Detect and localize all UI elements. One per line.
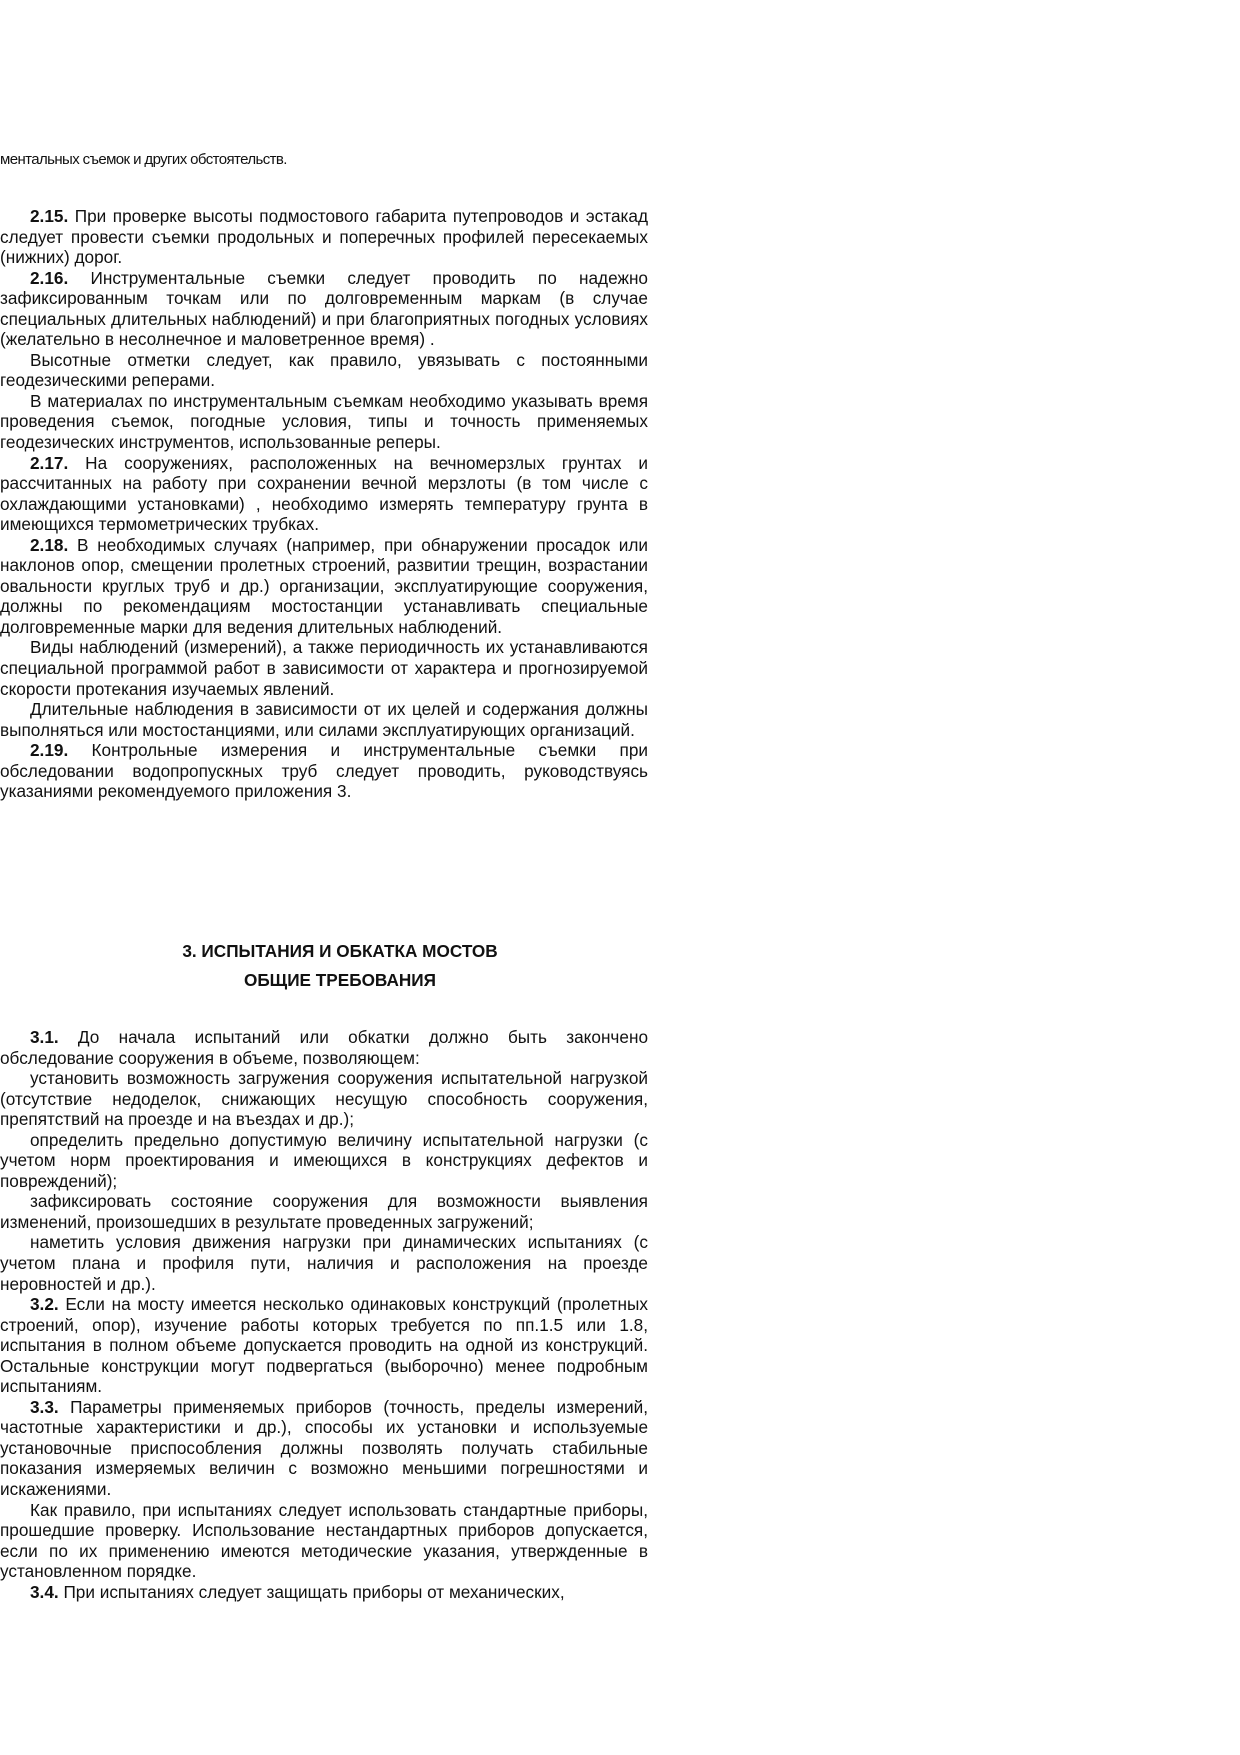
paragraph-2-18-a bbox=[0, 637, 648, 699]
paragraph-3-1-c bbox=[0, 1191, 648, 1232]
paragraph-text: При проверке высоты подмостового габарита путепроводов и эстакад следует провести съемки продольных и поперечных профилей пересекаемых (нижних) дорог. bbox=[0, 206, 648, 268]
paragraph-3-1-b bbox=[0, 1130, 648, 1192]
clause-number: 3.3. bbox=[30, 1396, 59, 1417]
paragraph-text: Высотные отметки следует, как правило, увязывать с постоянными геодезическими реперами. bbox=[0, 349, 648, 391]
paragraph-3-4 bbox=[0, 1582, 648, 1603]
carryover-line: ментальных съемок и других обстоятельств. bbox=[0, 151, 287, 168]
paragraph-text: Как правило, при испытаниях следует использовать стандартные приборы, прошедшие проверку. Использование нестандартных приборов допускается, если по их применению имеются методические указания, утвержденные в установленном порядке. bbox=[0, 1499, 648, 1582]
paragraph-3-3 bbox=[0, 1397, 648, 1500]
paragraph-text: установить возможность загружения сооружения испытательной нагрузкой (отсутствие недоделок, снижающих несущую способность сооружения, препятствий на проезде и на въездах и др.); bbox=[0, 1068, 648, 1130]
paragraph-3-1-d bbox=[0, 1232, 648, 1294]
paragraph-2-17 bbox=[0, 453, 648, 535]
section-title: 3. ИСПЫТАНИЯ И ОБКАТКА МОСТОВ bbox=[182, 941, 498, 961]
paragraph-text: определить предельно допустимую величину испытательной нагрузки (с учетом норм проектирования и имеющихся в конструкциях дефектов и повреждений); bbox=[0, 1129, 648, 1191]
paragraph-2-18 bbox=[0, 535, 648, 638]
clause-number: 3.2. bbox=[30, 1294, 59, 1315]
clause-number: 3.4. bbox=[30, 1581, 59, 1602]
paragraph-2-15 bbox=[0, 206, 648, 268]
paragraph-text: зафиксировать состояние сооружения для возможности выявления изменений, произошедших в результате проведенных загружений; bbox=[0, 1191, 648, 1232]
paragraph-text: Если на мосту имеется несколько одинаковых конструкций (пролетных строений, опор), изучение работы которых требуется по пп.1.5 или 1.8, испытания в полном объеме допускается проводить на одной из конструкций. Остальные конструкции могут подвергаться (выборочно) менее подробным испытаниям. bbox=[0, 1294, 648, 1397]
paragraph-2-16-b bbox=[0, 391, 648, 453]
section-subtitle: ОБЩИЕ ТРЕБОВАНИЯ bbox=[243, 970, 437, 990]
clause-number: 2.19. bbox=[30, 740, 69, 761]
paragraph-text: Виды наблюдений (измерений), а также периодичность их устанавливаются специальной программой работ в зависимости от характера и прогнозируемой скорости протекания изучаемых явлений. bbox=[0, 637, 648, 699]
paragraph-2-16-a bbox=[0, 350, 648, 391]
clause-number: 2.15. bbox=[30, 206, 69, 226]
paragraph-text: наметить условия движения нагрузки при динамических испытаниях (с учетом плана и профиля пути, наличия и расположения на проезде неровностей и др.). bbox=[0, 1232, 648, 1294]
paragraph-text: На сооружениях, расположенных на вечномерзлых грунтах и рассчитанных на работу при сохранении вечной мерзлоты (в том числе с охлаждающими установками) , необходимо измерять температуру грунта в имеющихся термометрических трубках. bbox=[0, 452, 648, 535]
clause-number: 2.18. bbox=[30, 534, 69, 555]
section-2-body bbox=[0, 206, 648, 802]
clause-number: 2.16. bbox=[30, 267, 69, 288]
paragraph-text: Контрольные измерения и инструментальные съемки при обследовании водопропускных труб следует проводить, руководствуясь указаниями рекомендуемого приложения 3. bbox=[0, 740, 648, 802]
paragraph-text: Инструментальные съемки следует проводить по надежно зафиксированным точкам или по долговременным маркам (в случае специальных длительных наблюдений) и при благоприятных погодных условиях (желательно в несолнечное и маловетренное время) . bbox=[0, 267, 648, 350]
paragraph-3-1-a bbox=[0, 1068, 648, 1130]
paragraph-3-2 bbox=[0, 1294, 648, 1397]
paragraph-text: При испытаниях следует защищать приборы от механических, bbox=[58, 1581, 565, 1602]
paragraph-text: Параметры применяемых приборов (точность, пределы измерений, частотные характеристики и др.), способы их установки и используемые установочные приспособления должны позволять получать стабильные показания измеряемых величин с возможно меньшими погрешностями и искажениями. bbox=[0, 1396, 648, 1500]
paragraph-text: До начала испытаний или обкатки должно быть закончено обследование сооружения в объеме, позволяющем: bbox=[0, 1027, 648, 1068]
paragraph-3-1 bbox=[0, 1027, 648, 1068]
paragraph-3-3-a bbox=[0, 1500, 648, 1582]
paragraph-text: Длительные наблюдения в зависимости от их целей и содержания должны выполняться или мостостанциями, или силами эксплуатирующих организаций. bbox=[0, 699, 648, 740]
paragraph-2-19 bbox=[0, 740, 648, 802]
paragraph-2-18-b bbox=[0, 699, 648, 740]
paragraph-text: В материалах по инструментальным съемкам необходимо указывать время проведения съемок, погодные условия, типы и точность применяемых геодезических инструментов, использованные реперы. bbox=[0, 390, 648, 453]
paragraph-text: В необходимых случаях (например, при обнаружении просадок или наклонов опор, смещении пролетных строений, развитии трещин, возрастании овальности круглых труб и др.) организации, эксплуатирующие сооружения, должны по рекомендациям мостостанции устанавливать специальные долговременные марки для ведения длительных наблюдений. bbox=[0, 534, 648, 637]
section-3-body bbox=[0, 1027, 648, 1602]
clause-number: 2.17. bbox=[30, 452, 69, 473]
clause-number: 3.1. bbox=[30, 1027, 59, 1047]
paragraph-2-16 bbox=[0, 268, 648, 350]
